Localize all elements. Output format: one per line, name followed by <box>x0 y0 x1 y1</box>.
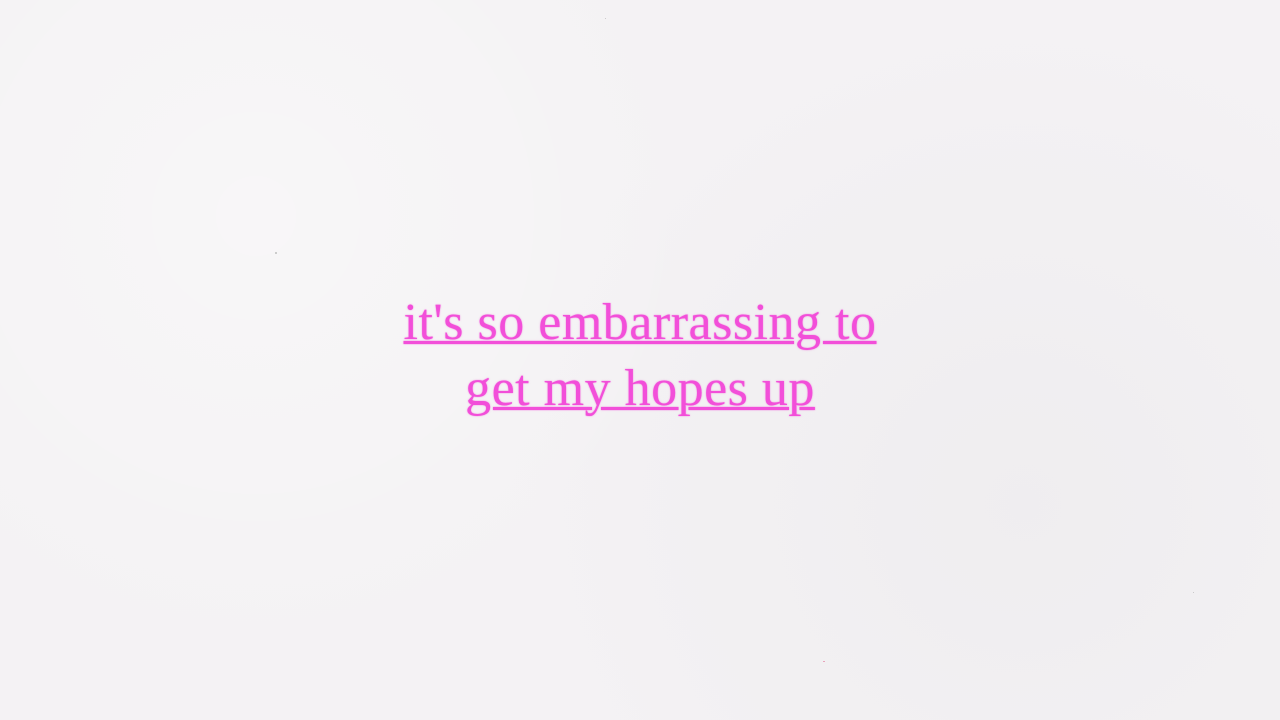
caption-line-2: get my hopes up <box>465 360 815 417</box>
paper-speck <box>823 661 825 662</box>
paper-speck <box>1193 592 1194 593</box>
caption-text-block <box>0 290 1280 422</box>
paper-speck <box>605 18 606 19</box>
paper-speck <box>275 252 277 254</box>
caption-line-1: it's so embarrassing to <box>403 294 877 351</box>
